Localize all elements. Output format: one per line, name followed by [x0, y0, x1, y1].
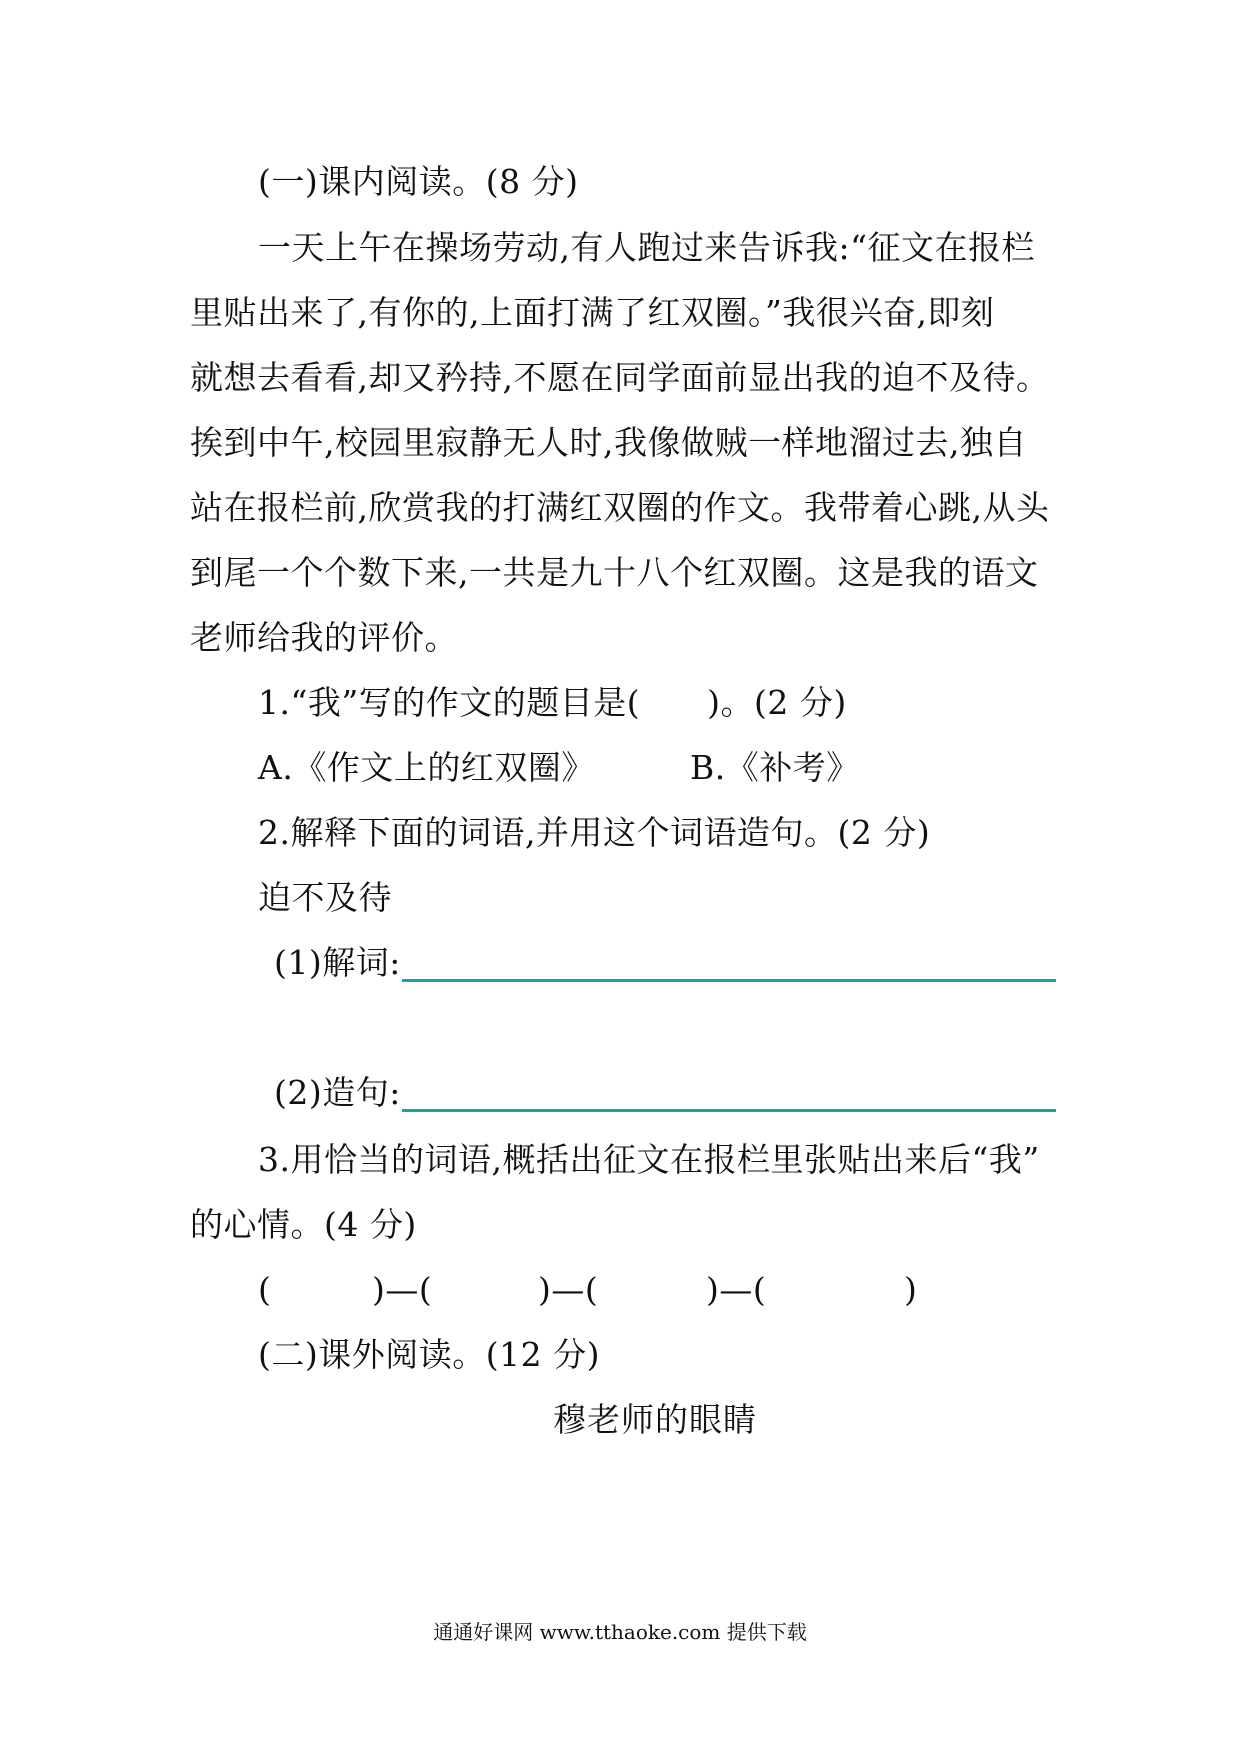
section2-heading: (二)课外阅读。(12 分) — [258, 1335, 600, 1374]
question-2: 2.解释下面的词语,并用这个词语造句。(2 分) — [258, 813, 931, 852]
passage-line: 一天上午在操场劳动,有人跑过来告诉我:“征文在报栏 — [258, 228, 1035, 267]
option-b[interactable]: B.《补考》 — [690, 748, 860, 787]
question-3-line1: 3.用恰当的词语,概括出征文在报栏里张贴出来后“我” — [258, 1140, 1040, 1179]
footer-credit: 通通好课网 www.tthaoke.com 提供下载 — [433, 1620, 807, 1644]
passage-line: 老师给我的评价。 — [190, 618, 458, 657]
passage-line: 挨到中午,校园里寂静无人时,我像做贼一样地溜过去,独自 — [190, 423, 1027, 462]
mood-blank-separator[interactable]: )—( — [706, 1270, 767, 1309]
section1-heading: (一)课内阅读。(8 分) — [258, 162, 579, 201]
mood-blank-separator[interactable]: )—( — [372, 1270, 433, 1309]
passage-line: 里贴出来了,有你的,上面打满了红双圈。”我很兴奋,即刻 — [190, 293, 995, 332]
mood-blank-separator[interactable]: )—( — [538, 1270, 599, 1309]
question-3-line2: 的心情。(4 分) — [190, 1205, 417, 1244]
question-1: 1.“我”写的作文的题目是( )。(2 分) — [258, 683, 847, 722]
passage-line: 到尾一个个数下来,一共是九十八个红双圈。这是我的语文 — [190, 553, 1039, 592]
sentence-answer-line[interactable] — [402, 1109, 1056, 1112]
passage-line: 就想去看看,却又矜持,不愿在同学面前显出我的迫不及待。 — [190, 358, 1050, 397]
mood-blanks-row — [0, 1268, 1240, 1312]
define-answer-line[interactable] — [402, 979, 1056, 982]
define-label: (1)解词: — [274, 943, 401, 982]
passage-line: 站在报栏前,欣赏我的打满红双圈的作文。我带着心跳,从头 — [190, 488, 1050, 527]
sentence-label: (2)造句: — [274, 1073, 401, 1112]
story-title: 穆老师的眼睛 — [553, 1400, 757, 1439]
mood-blank-close[interactable]: ) — [904, 1270, 918, 1309]
option-a[interactable]: A.《作文上的红双圈》 — [258, 748, 595, 787]
mood-blank-open[interactable]: ( — [258, 1270, 272, 1309]
target-word: 迫不及待 — [258, 878, 392, 917]
